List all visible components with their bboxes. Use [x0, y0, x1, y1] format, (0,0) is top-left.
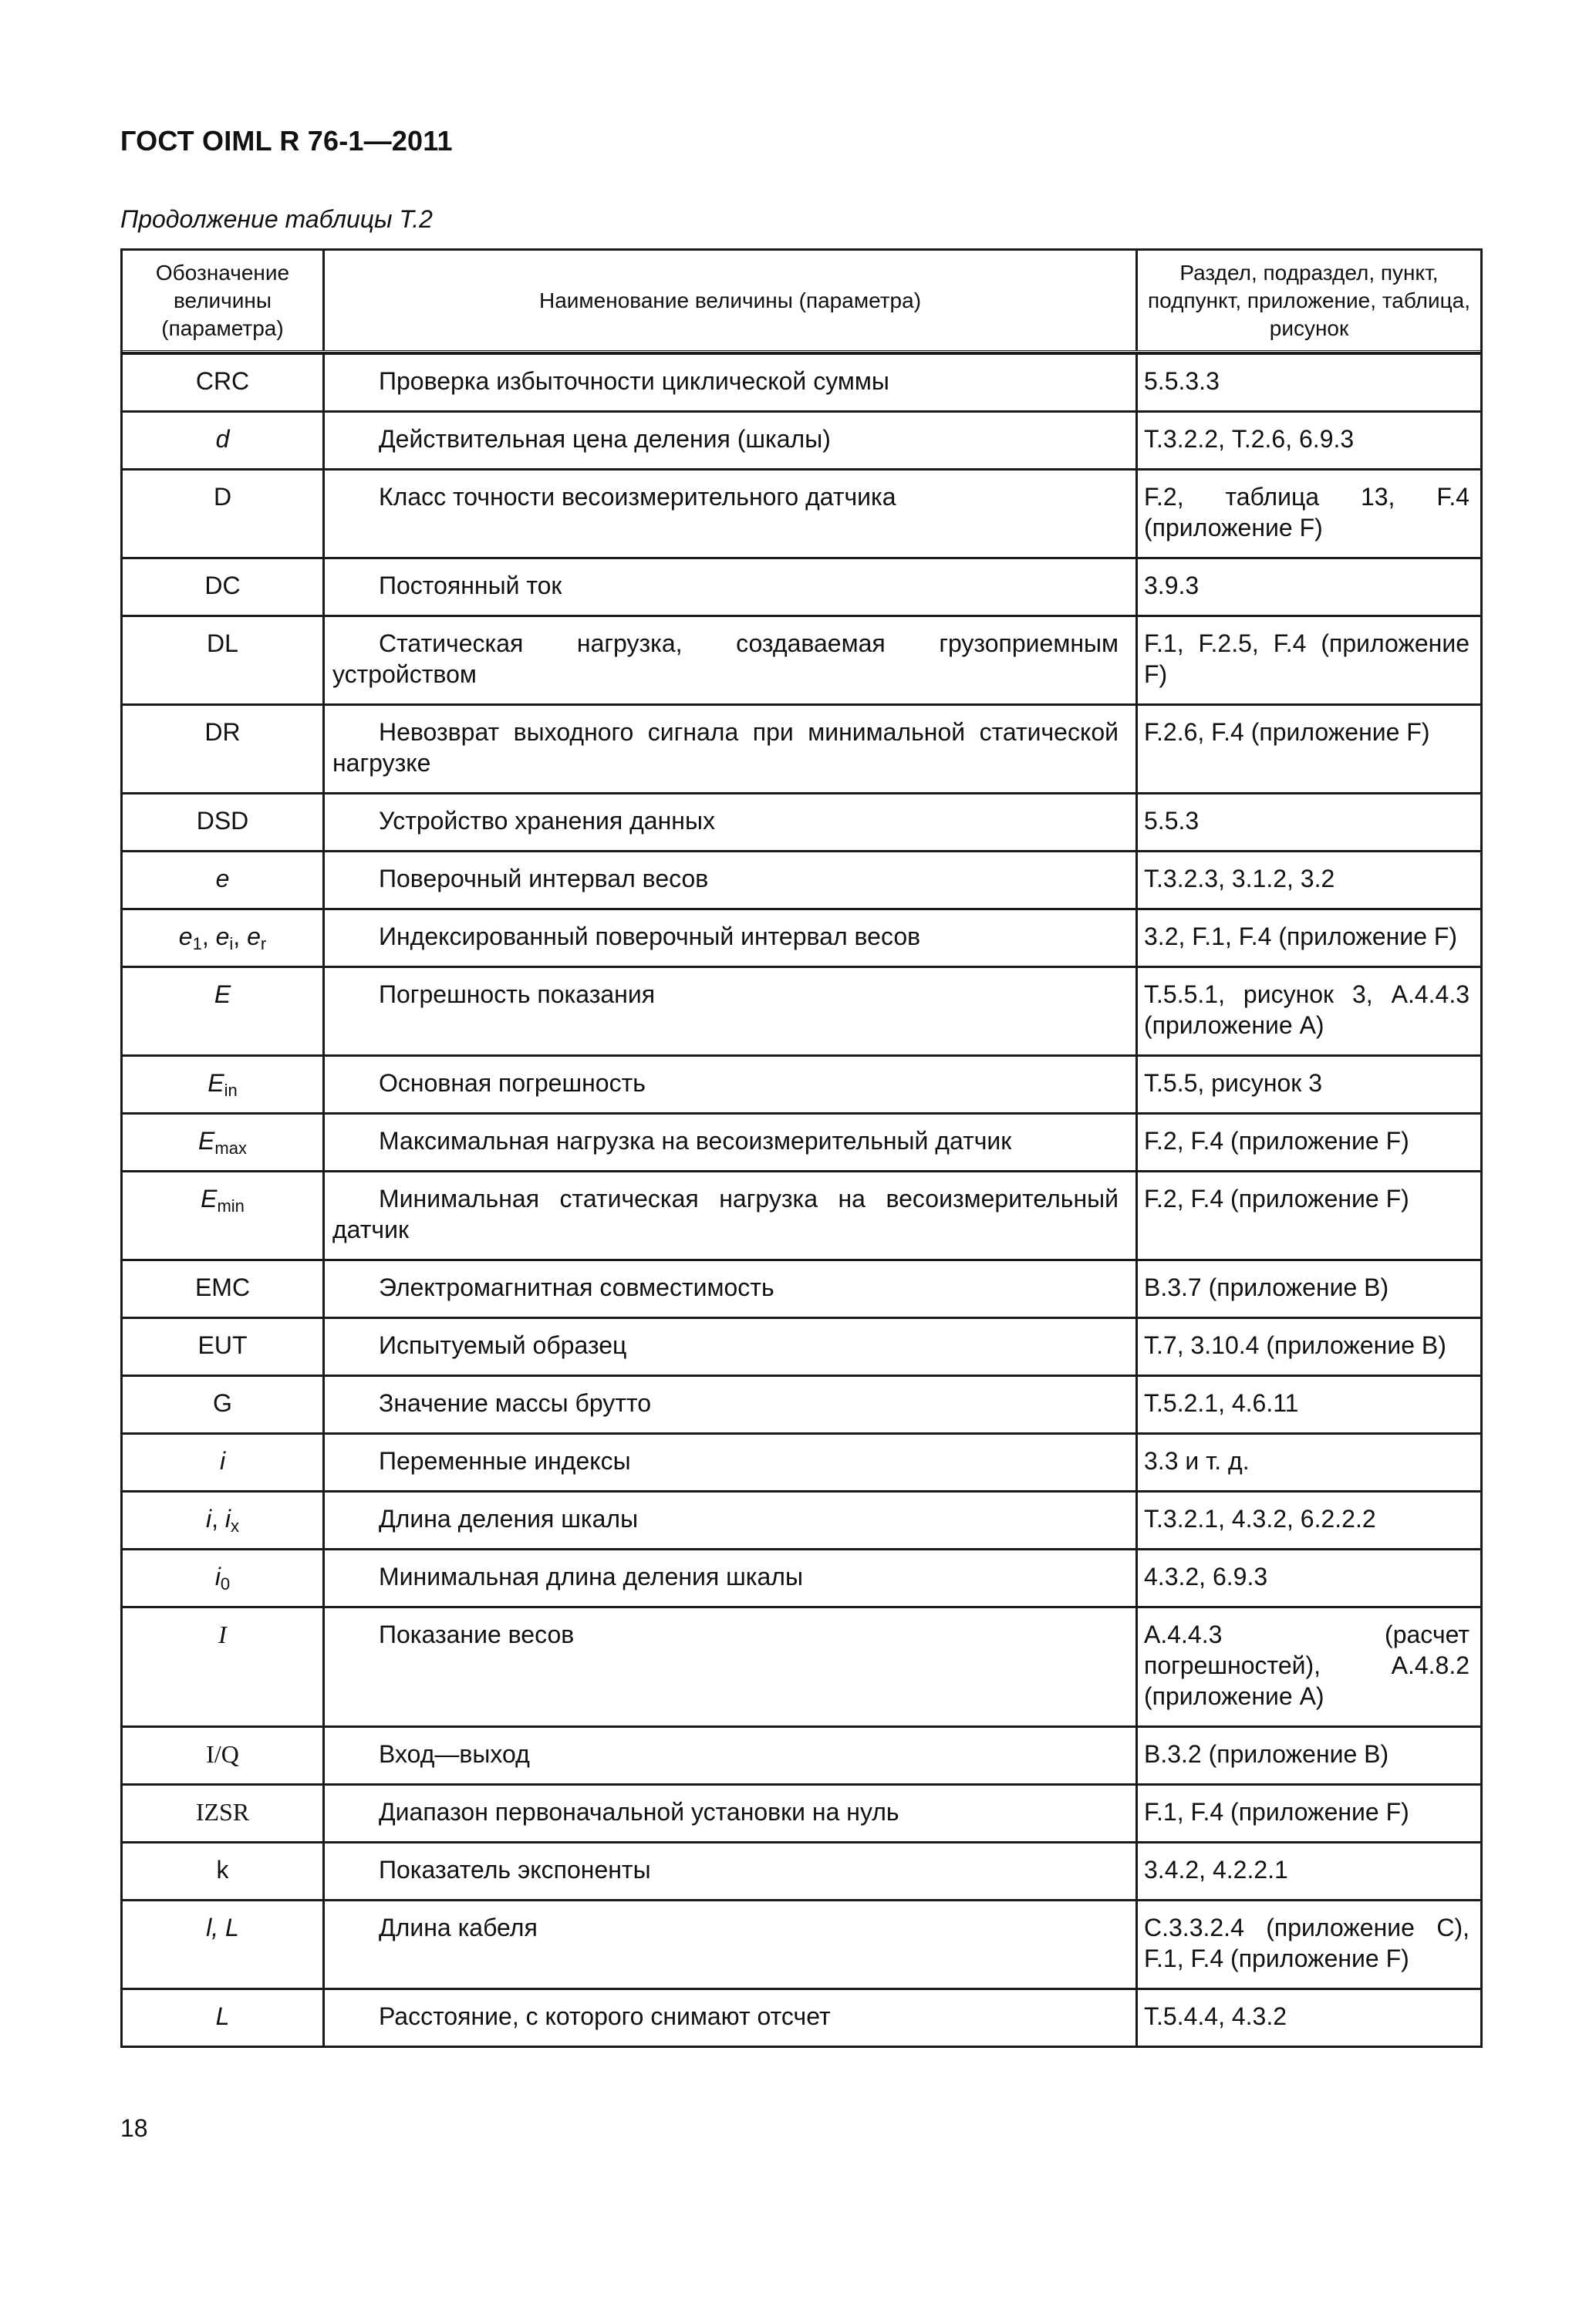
cell-name: Класс точности весоизмерительного датчика [325, 471, 1138, 557]
table-header-row [123, 251, 1480, 352]
table-caption: Продолжение таблицы Т.2 [120, 205, 433, 233]
cell-name: Переменные индексы [325, 1435, 1138, 1490]
symbol-part: E [208, 1069, 224, 1097]
table-row [123, 557, 1480, 615]
cell-name: Значение массы брутто [325, 1377, 1138, 1432]
cell-reference: F.1, F.2.5, F.4 (приложение F) [1144, 629, 1469, 688]
cell-name: Показатель экспоненты [325, 1843, 1138, 1899]
cell-name: Погрешность показания [325, 968, 1138, 1054]
column-header-reference: Раздел, подраздел, пункт, подпункт, приложение, таблица, рисунок [1148, 260, 1470, 340]
table-row [123, 1899, 1480, 1988]
cell-reference: F.1, F.4 (приложение F) [1144, 1798, 1409, 1826]
table-row [123, 1606, 1480, 1725]
cell-name: Действительная цена деления (шкалы) [325, 413, 1138, 468]
cell-reference: В.3.7 (приложение В) [1144, 1273, 1389, 1301]
table-row [123, 615, 1480, 703]
cell-symbol [123, 1172, 325, 1259]
cell-name: Длина деления шкалы [325, 1493, 1138, 1548]
symbol-subscript: r [260, 934, 267, 953]
table-row [123, 908, 1480, 966]
cell-reference: 5.5.3 [1144, 807, 1200, 835]
cell-symbol: l, L [123, 1901, 325, 1988]
table-row [123, 850, 1480, 908]
cell-symbol: DR [123, 706, 325, 792]
cell-name: Постоянный ток [325, 559, 1138, 615]
symbol-subscript: min [217, 1196, 245, 1216]
symbol-part: e [215, 923, 230, 950]
symbol-separator: , [211, 1505, 225, 1533]
cell-symbol: I/Q [123, 1728, 325, 1783]
table-row [123, 1054, 1480, 1112]
column-header-symbol: Обозначение величины (параметра) [123, 251, 325, 350]
table-row [123, 1988, 1480, 2046]
cell-symbol: DL [123, 617, 325, 703]
cell-reference: Т.3.2.3, 3.1.2, 3.2 [1144, 865, 1335, 892]
cell-name: Индексированный поверочный интервал весов [325, 910, 1138, 966]
cell-reference: F.2, таблица 13, F.4 (приложение F) [1144, 483, 1469, 541]
symbols-table [120, 248, 1483, 2048]
table-row [123, 1375, 1480, 1432]
symbol-subscript: x [231, 1516, 239, 1536]
cell-symbol: i [123, 1435, 325, 1490]
symbol-part: E [198, 1127, 215, 1155]
symbol-subscript: in [224, 1081, 238, 1100]
table-row [123, 1432, 1480, 1490]
cell-name: Испытуемый образец [325, 1319, 1138, 1375]
cell-symbol [123, 1057, 325, 1112]
cell-name: Диапазон первоначальной установки на нуль [325, 1786, 1138, 1841]
table-row [123, 1170, 1480, 1259]
cell-reference: Т.3.2.2, Т.2.6, 6.9.3 [1144, 425, 1355, 453]
cell-name: Длина кабеля [325, 1901, 1138, 1988]
cell-reference: В.3.2 (приложение В) [1144, 1740, 1389, 1768]
cell-reference: F.2, F.4 (приложение F) [1144, 1127, 1409, 1155]
cell-symbol: d [123, 413, 325, 468]
cell-symbol: L [123, 1990, 325, 2046]
cell-symbol: e [123, 852, 325, 908]
cell-symbol: G [123, 1377, 325, 1432]
cell-reference: F.2.6, F.4 (приложение F) [1144, 718, 1430, 746]
symbol-part: i [206, 1505, 212, 1533]
document-header: ГОСТ OIML R 76-1—2011 [120, 125, 453, 157]
symbol-separator: , [201, 923, 216, 950]
cell-symbol: k [123, 1843, 325, 1899]
cell-reference: Т.3.2.1, 4.3.2, 6.2.2.2 [1144, 1505, 1376, 1533]
table-row [123, 1317, 1480, 1375]
cell-reference: 3.9.3 [1144, 572, 1200, 599]
page-number: 18 [120, 2114, 148, 2142]
cell-reference: Т.5.5.1, рисунок 3, А.4.4.3 (приложение А) [1144, 980, 1469, 1039]
symbol-part: e [247, 923, 261, 950]
symbol-part: i [214, 1563, 221, 1590]
cell-reference: Т.5.2.1, 4.6.11 [1144, 1389, 1299, 1417]
cell-name: Статическая нагрузка, создаваемая грузоприемным устройством [325, 617, 1138, 703]
symbol-subscript: 0 [220, 1574, 231, 1594]
cell-symbol: DC [123, 559, 325, 615]
table-row [123, 792, 1480, 850]
table-row [123, 1548, 1480, 1606]
cell-symbol: D [123, 471, 325, 557]
cell-name: Поверочный интервал весов [325, 852, 1138, 908]
symbol-part: e [178, 923, 193, 950]
cell-symbol [123, 910, 325, 966]
cell-symbol [123, 1550, 325, 1606]
cell-name: Расстояние, с которого снимают отсчет [325, 1990, 1138, 2046]
cell-name: Электромагнитная совместимость [325, 1261, 1138, 1317]
cell-name: Основная погрешность [325, 1057, 1138, 1112]
cell-name: Проверка избыточности циклической суммы [325, 355, 1138, 410]
symbol-subscript: max [214, 1138, 247, 1158]
cell-reference: 3.2, F.1, F.4 (приложение F) [1144, 923, 1458, 950]
cell-symbol: IZSR [123, 1786, 325, 1841]
cell-reference: Т.5.5, рисунок 3 [1144, 1069, 1322, 1097]
cell-reference: 5.5.3.3 [1144, 367, 1220, 395]
symbol-subscript: 1 [192, 934, 202, 953]
symbol-separator: , [233, 923, 248, 950]
cell-symbol: EMC [123, 1261, 325, 1317]
table-row [123, 1259, 1480, 1317]
table-row [123, 703, 1480, 792]
table-row [123, 1490, 1480, 1548]
symbol-part: E [201, 1185, 218, 1213]
table-row [123, 1725, 1480, 1783]
table-row [123, 410, 1480, 468]
cell-reference: 3.3 и т. д. [1144, 1447, 1250, 1475]
column-header-name: Наименование величины (параметра) [325, 251, 1138, 350]
cell-symbol: I [123, 1608, 325, 1725]
cell-reference: 3.4.2, 4.2.2.1 [1144, 1856, 1288, 1884]
cell-symbol: E [123, 968, 325, 1054]
cell-reference: F.2, F.4 (приложение F) [1144, 1185, 1409, 1213]
cell-symbol: EUT [123, 1319, 325, 1375]
symbol-subscript: i [229, 934, 234, 953]
cell-reference: С.3.3.2.4 (приложение С), F.1, F.4 (приложение F) [1144, 1914, 1469, 1972]
table-row [123, 1112, 1480, 1170]
cell-reference: А.4.4.3 (расчет погрешностей), А.4.8.2 (приложение А) [1144, 1621, 1469, 1710]
cell-reference: Т.5.4.4, 4.3.2 [1144, 2002, 1287, 2030]
cell-name: Показание весов [325, 1608, 1138, 1725]
cell-name: Устройство хранения данных [325, 794, 1138, 850]
cell-name: Вход—выход [325, 1728, 1138, 1783]
cell-name: Невозврат выходного сигнала при минимальной статической нагрузке [325, 706, 1138, 792]
cell-name: Максимальная нагрузка на весоизмерительный датчик [325, 1115, 1138, 1170]
table-row [123, 1841, 1480, 1899]
table-row [123, 1783, 1480, 1841]
table-row [123, 966, 1480, 1054]
table-row [123, 468, 1480, 557]
cell-reference: Т.7, 3.10.4 (приложение В) [1144, 1331, 1446, 1359]
cell-symbol [123, 1493, 325, 1548]
cell-symbol [123, 1115, 325, 1170]
cell-reference: 4.3.2, 6.9.3 [1144, 1563, 1268, 1590]
symbol-part: i [224, 1505, 231, 1533]
cell-name: Минимальная статическая нагрузка на весоизмерительный датчик [325, 1172, 1138, 1259]
cell-name: Минимальная длина деления шкалы [325, 1550, 1138, 1606]
table-row [123, 352, 1480, 410]
cell-symbol: DSD [123, 794, 325, 850]
cell-symbol: CRC [123, 355, 325, 410]
